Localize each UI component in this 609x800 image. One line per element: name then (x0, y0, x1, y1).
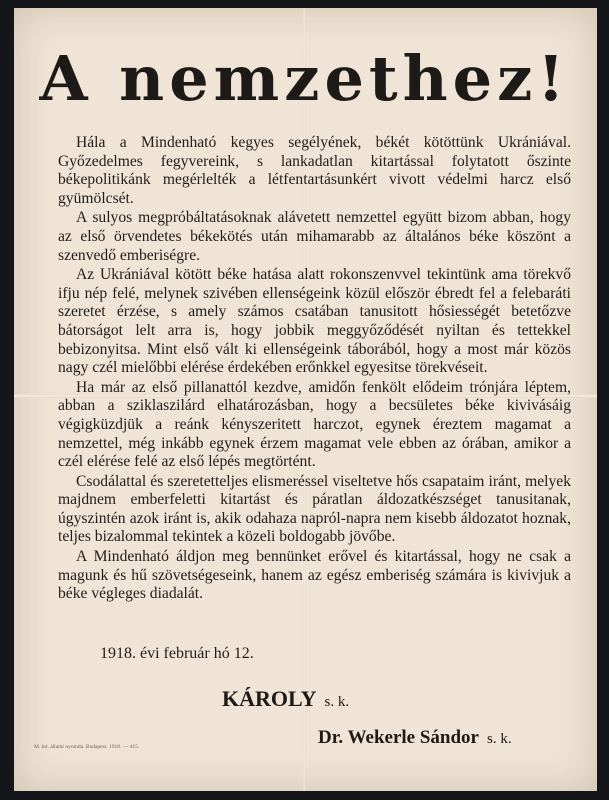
paragraph-6: A Mindenható áldjon meg bennünket erővel és kitartással, hogy ne csak a magunk és hű szövetségeseink, hanem az egész emberiség számára is kivivjuk a béke végleges diadalát. (58, 548, 571, 603)
printer-imprint: M. kir. állami nyomda. Budapest. 1918. — 415. (34, 744, 140, 750)
signature-wekerle (318, 727, 512, 749)
paragraph-3: Az Ukrániával kötött béke hatása alatt rokonszenvvel tekintünk ama törekvő ifju nép felé, melynek szivében ellenségeink közül először ébredt fel a felebaráti szeretet érzése, s amely számos csatában tanusitott hősiességét betetőzve bátorságot lelt arra is, hogy jobbik meggyőződését nyiltan és tettekkel bebizonyitsa. Mint első vált ki ellenségeink táborából, hogy a most már közös nagy czél mielőbbi elérése érdekében erőnkkel egyesitse törekvéseit. (58, 266, 571, 377)
paragraph-5: Csodálattal és szeretetteljes elismeréssel viseltetve hős csapataim iránt, melyek majdnem emberfeletti kitartást és páratlan áldozatkészséget tanusitanak, úgyszintén azok iránt is, akik odahaza napról-napra nem kisebb áldozatot hoznak, teljes bizalommal tekintek a közeli boldogabb jövőbe. (58, 472, 571, 546)
paragraph-4: Ha már az első pillanattól kezdve, amidőn fenkölt elődeim trónjára léptem, abban a sziklaszilárd elhatározásban, hogy a becsületes béke kivivásáig végigküzdjük a reánk kényszeritett harczot, egynek éreztem magamat a nemzettel, még inkább egynek érzem magamat vele ebben az órában, amikor a czél elérése felé az első lépés megtörtént. (58, 378, 571, 471)
poster-title: A nemzethez! (39, 42, 570, 115)
proclamation-body (58, 134, 571, 605)
proclamation-date: 1918. évi február hó 12. (100, 645, 254, 662)
paragraph-1: Hála a Mindenható kegyes segélyének, békét kötöttünk Ukrániával. Győzedelmes fegyvereink, s lankadatlan kitartással folytatott őszinte békepolitikánk megérlelték a létfentartásunkért vivott védelmi harcz első gyümölcsét. (58, 134, 571, 207)
signature-wekerle-name: Dr. Wekerle Sándor (318, 727, 479, 748)
signature-karoly-name: KÁROLY (222, 686, 317, 711)
signature-karoly-suffix: s. k. (324, 694, 350, 710)
signature-wekerle-suffix: s. k. (486, 731, 512, 747)
paragraph-2: A sulyos megpróbáltatásoknak alávetett nemzettel együtt bizom abban, hogy az első örvendetes békekötés után mihamarabb az általános béke köszönt a szenvedő emberiségre. (58, 209, 571, 264)
signature-karoly (222, 686, 349, 712)
